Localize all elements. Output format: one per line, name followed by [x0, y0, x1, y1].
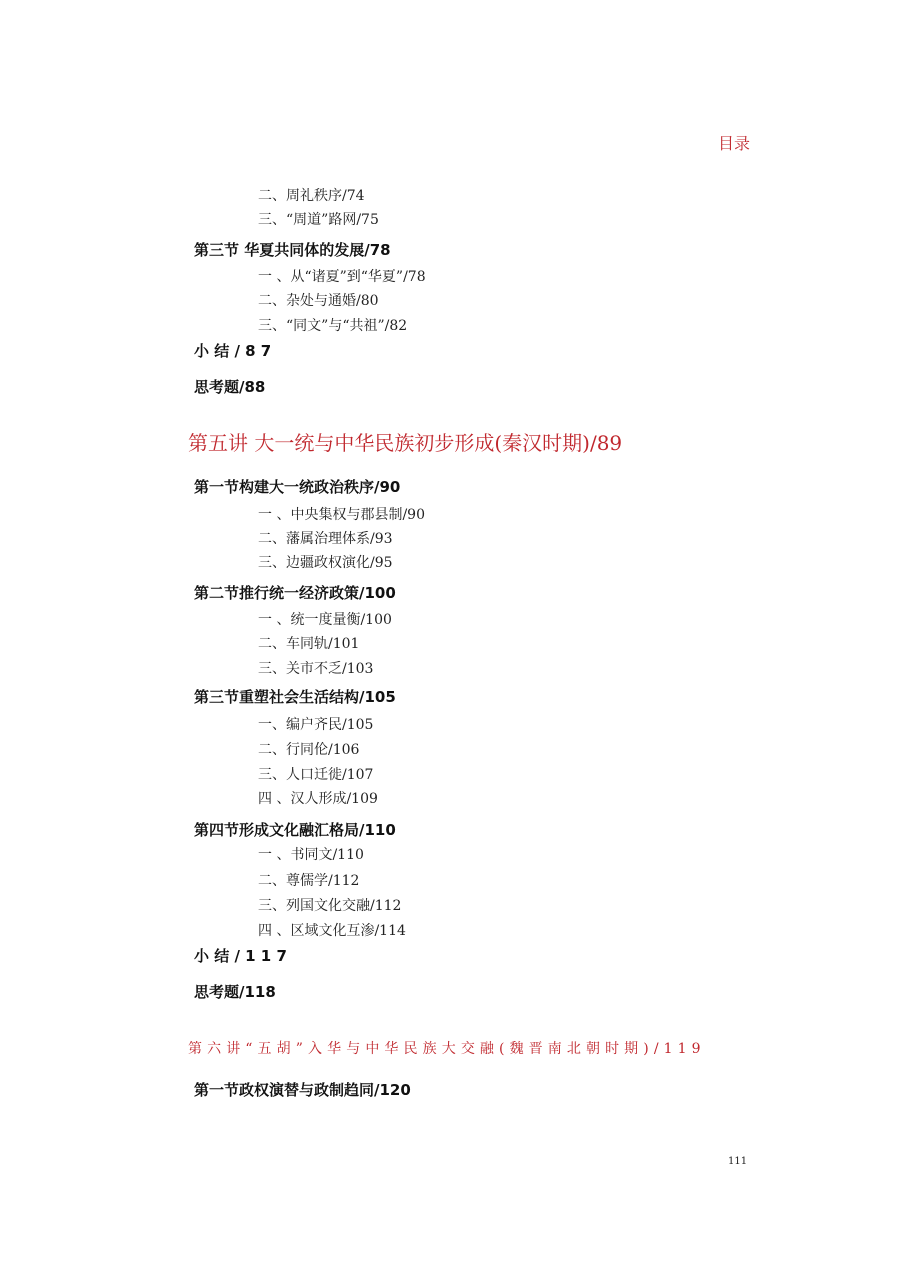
toc-summary: 小 结 / 8 7: [194, 342, 272, 360]
toc-item: 二、杂处与通婚/80: [258, 293, 379, 309]
toc-section: 第一节构建大一统政治秩序/90: [194, 478, 401, 496]
toc-item: 二、藩属治理体系/93: [258, 531, 393, 547]
toc-item: 二、行同伦/106: [258, 742, 360, 758]
lecture-title: 第六讲“五胡”入华与中华民族大交融(魏晋南北朝时期)/119: [188, 1041, 706, 1057]
toc-item: 三、人口迁徙/107: [258, 767, 374, 783]
toc-item: 三、关市不乏/103: [258, 661, 374, 677]
toc-item: 二、周礼秩序/74: [258, 188, 365, 204]
toc-header: 目录: [718, 134, 751, 153]
page-number: 111: [728, 1156, 748, 1167]
toc-item: 三、边疆政权演化/95: [258, 555, 393, 571]
toc-item: 三、“周道”路网/75: [258, 212, 379, 228]
toc-item: 一 、统一度量衡/100: [258, 612, 392, 628]
toc-section: 第二节推行统一经济政策/100: [194, 584, 396, 602]
toc-questions: 思考题/118: [194, 983, 276, 1001]
toc-section: 第一节政权演替与政制趋同/120: [194, 1081, 411, 1099]
toc-section: 第三节 华夏共同体的发展/78: [194, 241, 391, 259]
toc-item: 二、车同轨/101: [258, 636, 360, 652]
lecture-title: 第五讲 大一统与中华民族初步形成(秦汉时期)/89: [188, 431, 623, 455]
toc-item: 一 、中央集权与郡县制/90: [258, 507, 425, 523]
toc-item: 二、尊儒学/112: [258, 873, 360, 889]
toc-item: 一 、从“诸夏”到“华夏”/78: [258, 269, 426, 285]
toc-item: 三、“同文”与“共祖”/82: [258, 318, 408, 334]
toc-item: 一、编户齐民/105: [258, 717, 374, 733]
toc-section: 第三节重塑社会生活结构/105: [194, 688, 396, 706]
toc-summary: 小 结 / 1 1 7: [194, 947, 287, 965]
toc-item: 四 、汉人形成/109: [258, 791, 378, 807]
toc-item: 一 、书同文/110: [258, 847, 364, 863]
toc-item: 三、列国文化交融/112: [258, 898, 402, 914]
toc-questions: 思考题/88: [194, 378, 266, 396]
toc-item: 四 、区域文化互渗/114: [258, 923, 406, 939]
toc-section: 第四节形成文化融汇格局/110: [194, 821, 396, 839]
